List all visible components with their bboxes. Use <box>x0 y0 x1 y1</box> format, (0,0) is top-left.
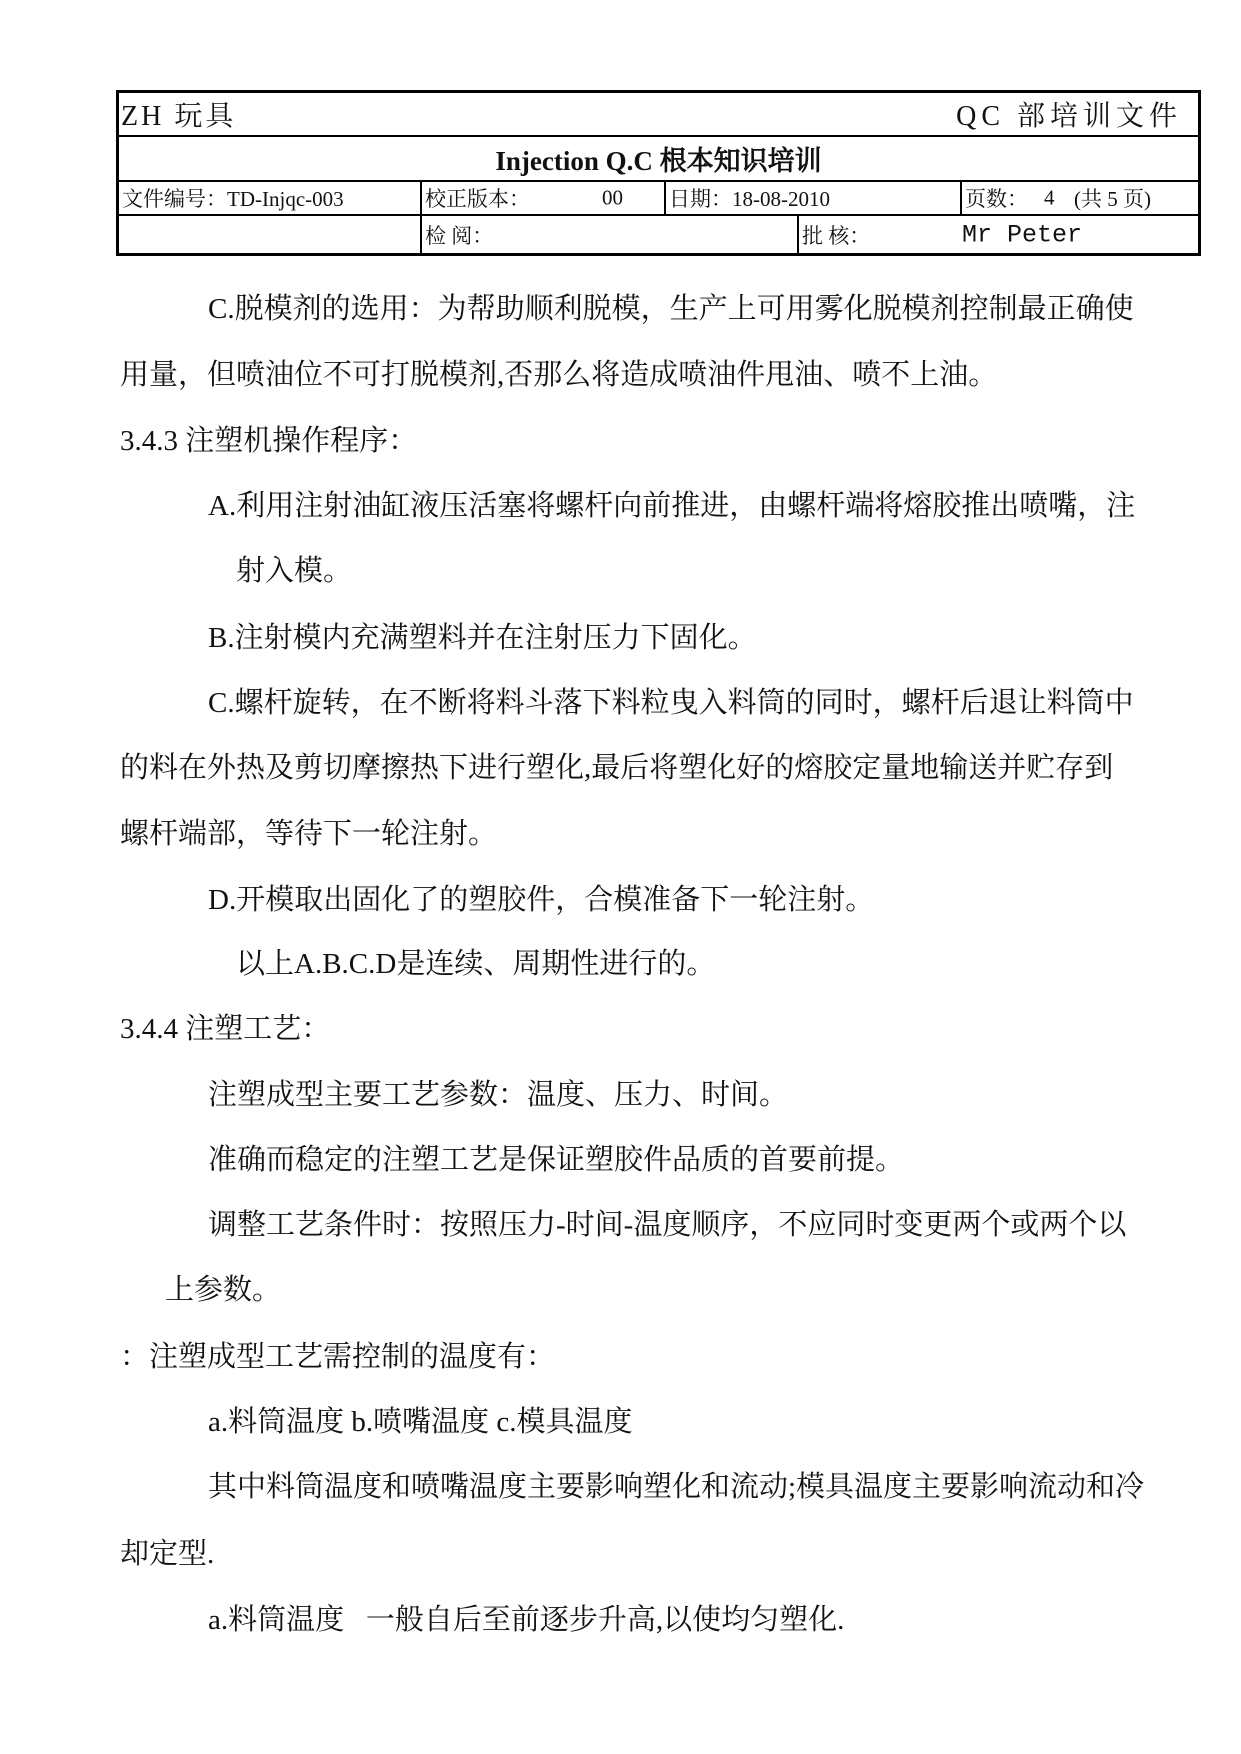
body-line: C.脱模剂的选用：为帮助顺利脱模，生产上可用雾化脱模剂控制最正确使 <box>208 293 1134 325</box>
date-cell <box>664 182 960 214</box>
document-title: Injection Q.C 根本知识培训 <box>495 146 822 176</box>
body-line: a.料筒温度 b.喷嘴温度 c.模具温度 <box>208 1406 633 1438</box>
company-name: ZH 玩具 <box>121 101 237 132</box>
body-line: 准确而稳定的注塑工艺是保证塑胶件品质的首要前提。 <box>208 1144 905 1176</box>
date-field: 日期：18-08-2010 <box>669 187 830 211</box>
body-line: 其中料筒温度和喷嘴温度主要影响塑化和流动;模具温度主要影响流动和冷 <box>208 1471 1145 1503</box>
pages-label: 页数： <box>965 187 1028 211</box>
body-line: C.螺杆旋转，在不断将料斗落下料粒曳入料筒的同时，螺杆后退让料筒中 <box>208 687 1134 719</box>
revision-cell <box>420 182 664 214</box>
review-cell <box>420 216 797 253</box>
body-line: A.利用注射油缸液压活塞将螺杆向前推进，由螺杆端将熔胶推出喷嘴，注 <box>208 490 1136 522</box>
doc-number: 文件编号：TD-Injqc-003 <box>122 187 344 211</box>
approve-label: 批 核： <box>802 223 871 248</box>
empty-cell <box>119 216 420 253</box>
body-line: 的料在外热及剪切摩擦热下进行塑化,最后将塑化好的熔胶定量地输送并贮存到 <box>120 752 1114 784</box>
revision-label: 校正版本： <box>425 187 530 211</box>
header-row-signoff <box>119 216 1198 253</box>
review-label: 检 阅： <box>425 223 494 248</box>
body-line: 调整工艺条件时：按照压力-时间-温度顺序，不应同时变更两个或两个以 <box>208 1209 1127 1241</box>
page-total: (共 5 页) <box>1074 187 1151 211</box>
approver-name: Mr Peter <box>962 220 1083 249</box>
body-line: 螺杆端部，等待下一轮注射。 <box>120 818 498 850</box>
body-line: 上参数。 <box>165 1274 282 1306</box>
approve-cell <box>797 216 1198 253</box>
header-table <box>116 90 1201 256</box>
header-row-title <box>119 137 1198 182</box>
section-heading: 3.4.3 注塑机操作程序： <box>120 425 418 457</box>
body-line: D.开模取出固化了的塑胶件，合模准备下一轮注射。 <box>208 884 875 916</box>
body-line: 注塑成型主要工艺参数：温度、压力、时间。 <box>208 1079 789 1111</box>
pages-cell <box>960 182 1198 214</box>
body-line: a.料筒温度 一般自后至前逐步升高,以使均匀塑化. <box>208 1604 845 1636</box>
body-line: ：注塑成型工艺需控制的温度有： <box>120 1341 556 1373</box>
body-line: 射入模。 <box>236 555 353 587</box>
revision-value: 00 <box>602 185 623 210</box>
body-line: 用量，但喷油位不可打脱模剂,否那么将造成喷油件甩油、喷不上油。 <box>120 359 998 391</box>
doc-number-cell <box>119 182 420 214</box>
section-heading: 3.4.4 注塑工艺： <box>120 1013 331 1045</box>
body-line: B.注射模内充满塑料并在注射压力下固化。 <box>208 622 757 654</box>
header-row-company <box>119 93 1198 137</box>
body-line: 却定型. <box>120 1538 215 1570</box>
header-row-info <box>119 182 1198 216</box>
page-number: 4 <box>1044 185 1055 210</box>
document-type: QC 部培训文件 <box>956 101 1182 132</box>
body-line: 以上A.B.C.D是连续、周期性进行的。 <box>236 948 716 980</box>
